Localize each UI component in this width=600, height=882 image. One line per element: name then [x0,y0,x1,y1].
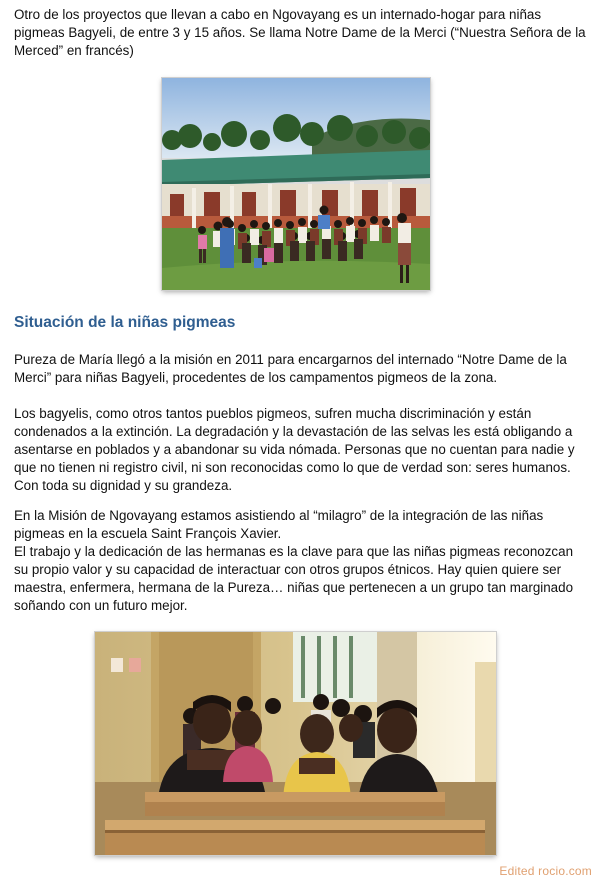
school-group-photo [162,78,430,290]
intro-paragraph: Otro de los proyectos que llevan a cabo en Ngovayang es un internado-hogar para niñas pigmeas Bagyeli, de entre 3 y 15 años. Se llama Notre Dame de la Merci (“Nuestra Señora de la Merced” en francés) [14,7,586,58]
paragraph-pureza: Pureza de María llegó a la misión en 2011 para encargarnos del internado “Notre Dame de la Merci” para niñas Bagyeli, procedentes de los campamentos pigmeos de la zona. [14,352,567,385]
watermark: Edited rocio.com [499,864,592,878]
paragraph-bagyelis: Los bagyelis, como otros tantos pueblos pigmeos, sufren mucha discriminación y están condenados a la extinción. La degradación y la devastación de las selvas les está obligando a asentarse en poblados y a abandonar su vida nómada. Personas que no cuentan para nadie y que no tienen ni registro civil, ni son reconocidas como lo que de verdad son: seres humanos. Con toda su dignidad y su grandeza. [14,406,575,493]
paragraph-milagro: En la Misión de Ngovayang estamos asistiendo al “milagro” de la integración de las niñas pigmeas en la escuela Saint François Xavier. [14,508,544,541]
paragraph-trabajo: El trabajo y la dedicación de las hermanas es la clave para que las niñas pigmeas reconozcan su propio valor y su capacidad de interactuar con otros grupos étnicos. Hay quien quiere ser maestra, enfermera, hermana de la Pureza… niñas que pertenecen a un grupo tan marginado soñando con un futuro mejor. [14,544,574,613]
section-title: Situación de la niñas pigmeas [14,314,236,331]
classroom-photo [95,632,496,855]
